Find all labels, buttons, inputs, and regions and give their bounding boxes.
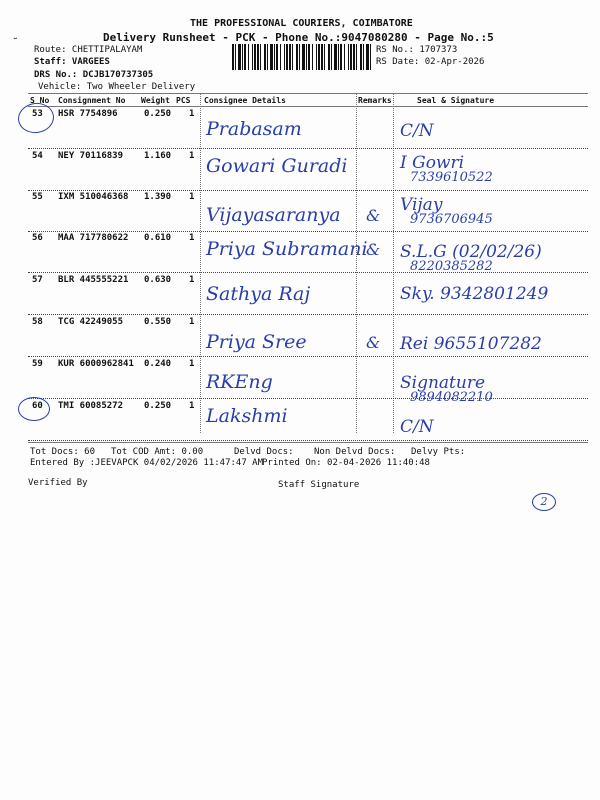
row-sno: 57 [32, 275, 43, 285]
barcode-bar [353, 44, 355, 70]
barcode-bar [280, 44, 281, 70]
remarks-divider [356, 93, 357, 433]
row-sno: 53 [32, 109, 43, 119]
barcode-bar [242, 44, 243, 70]
row-seal-handwriting: I Gowri [400, 153, 465, 173]
row-pcs: 1 [189, 401, 195, 411]
company-name: THE PROFESSIONAL COURIERS, COIMBATORE [190, 18, 413, 29]
row-seal-handwriting: C/N [400, 417, 434, 437]
row-divider [28, 148, 588, 149]
row-weight: 0.250 [144, 401, 172, 411]
col-weight: Weight [141, 96, 170, 105]
delvy-pts: Delvy Pts: [411, 447, 466, 457]
row-consignment-no: KUR 6000962841 [58, 359, 134, 369]
delvd-docs: Delvd Docs: [234, 447, 294, 457]
row-seal-handwriting: Sky. 9342801249 [400, 284, 549, 304]
barcode-bar [312, 44, 313, 70]
barcode-bar [260, 44, 261, 70]
verified-by: Verified By [28, 478, 88, 488]
barcode-bar [324, 44, 325, 70]
row-consignee-handwriting: Prabasam [206, 118, 302, 140]
barcode-bar [360, 44, 362, 70]
staff-label: Staff: VARGEES [34, 57, 110, 67]
row-consignment-no: HSR 7754896 [58, 109, 118, 119]
barcode-bar [267, 44, 268, 70]
row-weight: 1.160 [144, 151, 172, 161]
row-consignment-no: IXM 510046368 [58, 192, 129, 202]
row-pcs: 1 [189, 359, 195, 369]
row-divider [28, 231, 588, 232]
row-consignee-handwriting: Sathya Raj [206, 283, 311, 305]
row-consignee-handwriting: Priya Sree [206, 331, 307, 353]
barcode [232, 44, 372, 70]
row-seal-phone: 9894082210 [410, 390, 493, 405]
row-divider [28, 440, 588, 441]
row-sno: 54 [32, 151, 43, 161]
non-delvd-docs: Non Delvd Docs: [314, 447, 396, 457]
barcode-bar [340, 44, 342, 70]
barcode-bar [338, 44, 339, 70]
row-weight: 1.390 [144, 192, 172, 202]
barcode-bar [284, 44, 285, 70]
row-divider [28, 314, 588, 315]
barcode-bar [289, 44, 291, 70]
row-consignment-no: NEY 70116839 [58, 151, 124, 161]
rs-date: RS Date: 02-Apr-2026 [376, 57, 485, 67]
row-consignment-no: TCG 42249055 [58, 317, 124, 327]
barcode-bar [292, 44, 293, 70]
row-consignee-handwriting: Priya Subramani [206, 238, 368, 260]
barcode-bar [302, 44, 305, 70]
row-seal-handwriting: C/N [400, 121, 434, 141]
tick-mark: ˘ [12, 36, 19, 49]
page-circle-mark: 2 [532, 493, 556, 511]
consignee-divider [200, 93, 201, 433]
barcode-bar [299, 44, 300, 70]
barcode-bar [328, 44, 330, 70]
barcode-bar [306, 44, 307, 70]
barcode-bar [331, 44, 332, 70]
circle-mark-60 [18, 397, 50, 421]
barcode-bar [356, 44, 357, 70]
row-weight: 0.610 [144, 233, 172, 243]
barcode-bar [296, 44, 298, 70]
barcode-bar [248, 44, 249, 70]
drs-label: DRS No.: DCJB170737305 [34, 70, 154, 80]
barcode-bar [370, 44, 371, 70]
barcode-bar [334, 44, 337, 70]
row-seal-handwriting: Vijay [400, 195, 443, 215]
row-pcs: 1 [189, 192, 195, 202]
row-divider [28, 398, 588, 399]
row-seal-handwriting: Signature [400, 373, 486, 393]
row-consignment-no: MAA 717780622 [58, 233, 129, 243]
col-seal: Seal & Signature [417, 96, 495, 105]
barcode-bar [264, 44, 266, 70]
row-seal-handwriting: Rei 9655107282 [400, 334, 542, 354]
barcode-bar [274, 44, 275, 70]
row-weight: 0.550 [144, 317, 172, 327]
row-consignment-no: TMI 60085272 [58, 401, 124, 411]
barcode-bar [366, 44, 369, 70]
col-pcs: PCS [176, 96, 191, 105]
row-remark-handwriting: & [366, 333, 381, 352]
staff-signature: Staff Signature [278, 480, 360, 490]
row-sno: 58 [32, 317, 43, 327]
barcode-bar [238, 44, 241, 70]
barcode-bar [316, 44, 317, 70]
barcode-bar [232, 44, 234, 70]
barcode-bar [344, 44, 345, 70]
row-seal-phone: 9736706945 [410, 212, 493, 227]
barcode-bar [321, 44, 323, 70]
barcode-bar [286, 44, 288, 70]
row-weight: 0.240 [144, 359, 172, 369]
row-remark-handwriting: & [366, 240, 381, 259]
barcode-bar [270, 44, 273, 70]
row-pcs: 1 [189, 109, 195, 119]
seal-divider [393, 93, 394, 433]
row-weight: 0.630 [144, 275, 172, 285]
row-pcs: 1 [189, 233, 195, 243]
barcode-bar [244, 44, 246, 70]
col-consignment: Consignment No [58, 96, 126, 105]
col-consignee: Consignee Details [204, 96, 286, 105]
row-seal-phone: 7339610522 [410, 170, 493, 185]
barcode-bar [348, 44, 349, 70]
row-consignee-handwriting: Lakshmi [206, 405, 288, 427]
row-sno: 59 [32, 359, 43, 369]
row-pcs: 1 [189, 151, 195, 161]
row-consignee-handwriting: Vijayasaranya [206, 204, 341, 226]
barcode-bar [254, 44, 256, 70]
row-remark-handwriting: & [366, 206, 381, 225]
row-consignment-no: BLR 445555221 [58, 275, 129, 285]
printed-on: Printed On: 02-04-2026 11:40:48 [262, 458, 430, 468]
row-sno: 56 [32, 233, 43, 243]
tot-cod: Tot COD Amt: 0.00 [111, 447, 204, 457]
row-consignee-handwriting: Gowari Guradi [206, 155, 348, 177]
row-seal-handwriting: S.L.G (02/02/26) [400, 242, 542, 262]
runsheet-title: Delivery Runsheet - PCK - Phone No.:9047080280 - Page No.:5 [103, 31, 494, 44]
row-pcs: 1 [189, 275, 195, 285]
barcode-bar [235, 44, 236, 70]
entered-by: Entered By :JEEVAPCK 04/02/2026 11:47:47 AM [30, 458, 263, 468]
row-weight: 0.250 [144, 109, 172, 119]
row-sno: 55 [32, 192, 43, 202]
row-consignee-handwriting: RKEng [206, 371, 273, 393]
vehicle-label: Vehicle: Two Wheeler Delivery [38, 82, 196, 92]
row-sno: 60 [32, 401, 43, 411]
barcode-bar [363, 44, 364, 70]
col-remarks: Remarks [358, 96, 392, 105]
route-label: Route: CHETTIPALAYAM [34, 45, 143, 55]
barcode-bar [257, 44, 259, 70]
barcode-bar [350, 44, 352, 70]
barcode-bar [318, 44, 320, 70]
col-sno: S No [30, 96, 50, 105]
barcode-bar [308, 44, 310, 70]
row-divider [28, 356, 588, 357]
row-pcs: 1 [189, 317, 195, 327]
row-divider [28, 190, 588, 191]
tot-docs: Tot Docs: 60 [30, 447, 96, 457]
row-seal-phone: 8220385282 [410, 259, 493, 274]
barcode-bar [252, 44, 253, 70]
rs-no: RS No.: 1707373 [376, 45, 458, 55]
barcode-bar [276, 44, 278, 70]
row-divider [28, 272, 588, 273]
